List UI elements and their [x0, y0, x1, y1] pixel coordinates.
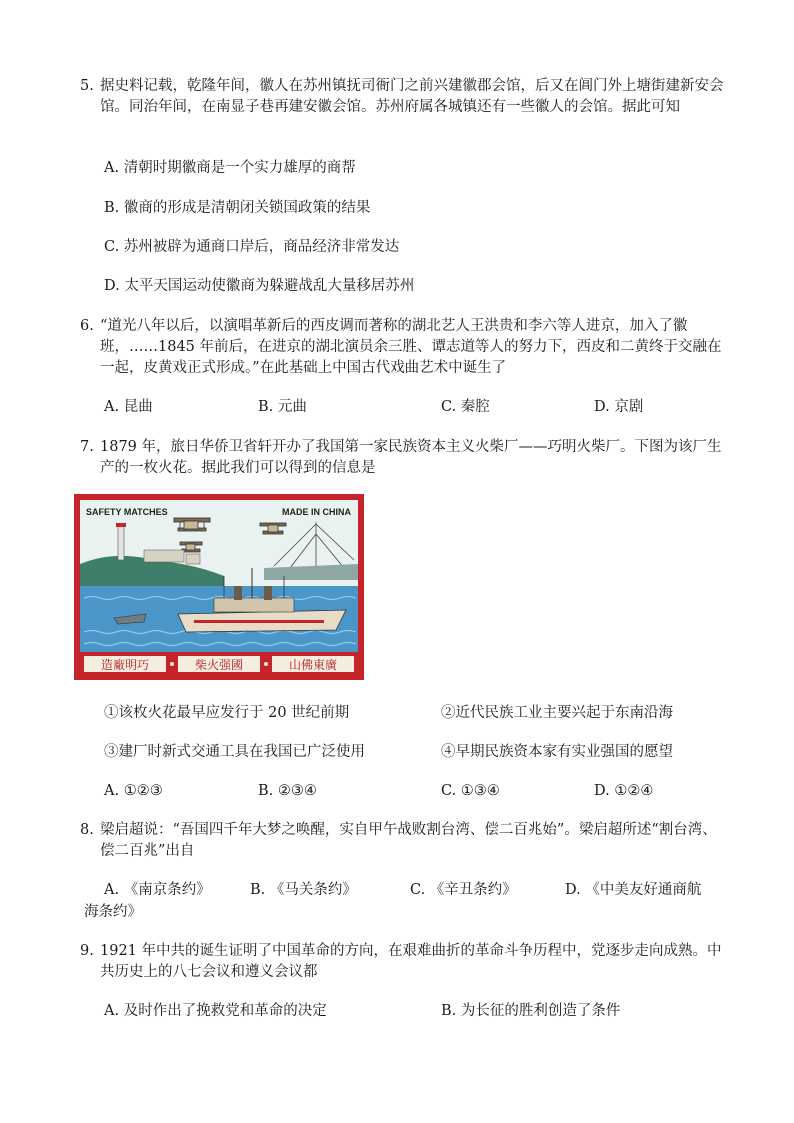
statement-2: ②近代民族工业主要兴起于东南沿海	[441, 705, 673, 721]
option-b: B. 《马关条约》	[250, 882, 357, 898]
question-6	[80, 316, 730, 379]
question-stem: 1879 年，旅日华侨卫省轩开办了我国第一家民族资本主义火柴厂——巧明火柴厂。下图为该厂生产的一枚火花。据此我们可以得到的信息是	[100, 439, 722, 476]
question-stem: 1921 年中共的诞生证明了中国革命的方向，在艰难曲折的革命斗争历程中，党逐步走向成熟。中共历史上的八七会议和遵义会议都	[100, 943, 722, 980]
option-a: A. ①②③	[104, 783, 163, 799]
option-a: A. 清朝时期徽商是一个实力雄厚的商帮	[104, 160, 356, 176]
matchbox-label-image	[74, 494, 364, 684]
option-d: D. 《中美友好通商航	[565, 882, 702, 898]
statement-1: ①该枚火花最早应发行于 20 世纪前期	[104, 705, 350, 721]
question-stem: “道光八年以后，以演唱革新后的西皮调而著称的湖北艺人王洪贵和李六等人进京，加入了徽班，……1845 年前后，在进京的湖北演员余三胜、谭志道等人的努力下，西皮和二黄终于交融在一起，皮黄戏正式形成。”在此基础上中国古代戏曲艺术中诞生了	[100, 318, 722, 376]
question-number: 9.	[80, 943, 94, 959]
stamp-top-right-text: MADE IN CHINA	[282, 507, 351, 517]
lighthouse-icon	[118, 526, 124, 560]
question-number: 8.	[80, 822, 94, 838]
question-stem: 据史料记载，乾隆年间，徽人在苏州镇抚司衙门之前兴建徽郡会馆，后又在阊门外上塘街建新安会馆。同治年间，在南显子巷再建安徽会馆。苏州府属各城镇还有一些徽人的会馆。据此可知	[100, 78, 724, 115]
option-b: B. ②③④	[258, 783, 317, 799]
option-d: D. ①②④	[594, 783, 654, 799]
question-9	[80, 941, 730, 983]
statement-3: ③建厂时新式交通工具在我国已广泛使用	[104, 744, 365, 760]
option-b: B. 徽商的形成是清朝闭关锁国政策的结果	[104, 200, 371, 216]
building-icon	[144, 550, 184, 562]
question-number: 6.	[80, 318, 94, 334]
option-c: C. ①③④	[441, 783, 500, 799]
option-a: A. 昆曲	[104, 399, 153, 415]
question-5	[80, 76, 730, 118]
stamp-bottom-middle-text: 柴火强國	[194, 658, 244, 672]
statement-4: ④早期民族资本家有实业强国的愿望	[441, 744, 673, 760]
option-b: B. 为长征的胜利创造了条件	[441, 1003, 621, 1019]
stamp-bottom-left-text: 造廠明巧	[100, 658, 150, 672]
option-c: C. 《辛丑条约》	[410, 882, 517, 898]
question-number: 7.	[80, 439, 94, 455]
question-number: 5.	[80, 78, 94, 94]
question-7	[80, 437, 730, 479]
stamp-top-left-text: SAFETY MATCHES	[86, 507, 168, 517]
option-d-continued: 海条约》	[84, 904, 142, 920]
stamp-bottom-right-text: 山佛東廣	[288, 658, 338, 672]
question-stem: 梁启超说：“吾国四千年大梦之唤醒，实自甲午战败割台湾、偿二百兆始”。梁启超所述“割台湾、偿二百兆”出自	[100, 822, 717, 859]
option-c: C. 苏州被辟为通商口岸后，商品经济非常发达	[104, 239, 400, 255]
option-c: C. 秦腔	[441, 399, 490, 415]
question-8	[80, 820, 730, 862]
option-d: D. 京剧	[594, 399, 644, 415]
option-b: B. 元曲	[258, 399, 307, 415]
option-d: D. 太平天国运动使徽商为躲避战乱大量移居苏州	[104, 278, 415, 294]
option-a: A. 及时作出了挽救党和革命的决定	[104, 1003, 327, 1019]
option-a: A. 《南京条约》	[104, 882, 211, 898]
